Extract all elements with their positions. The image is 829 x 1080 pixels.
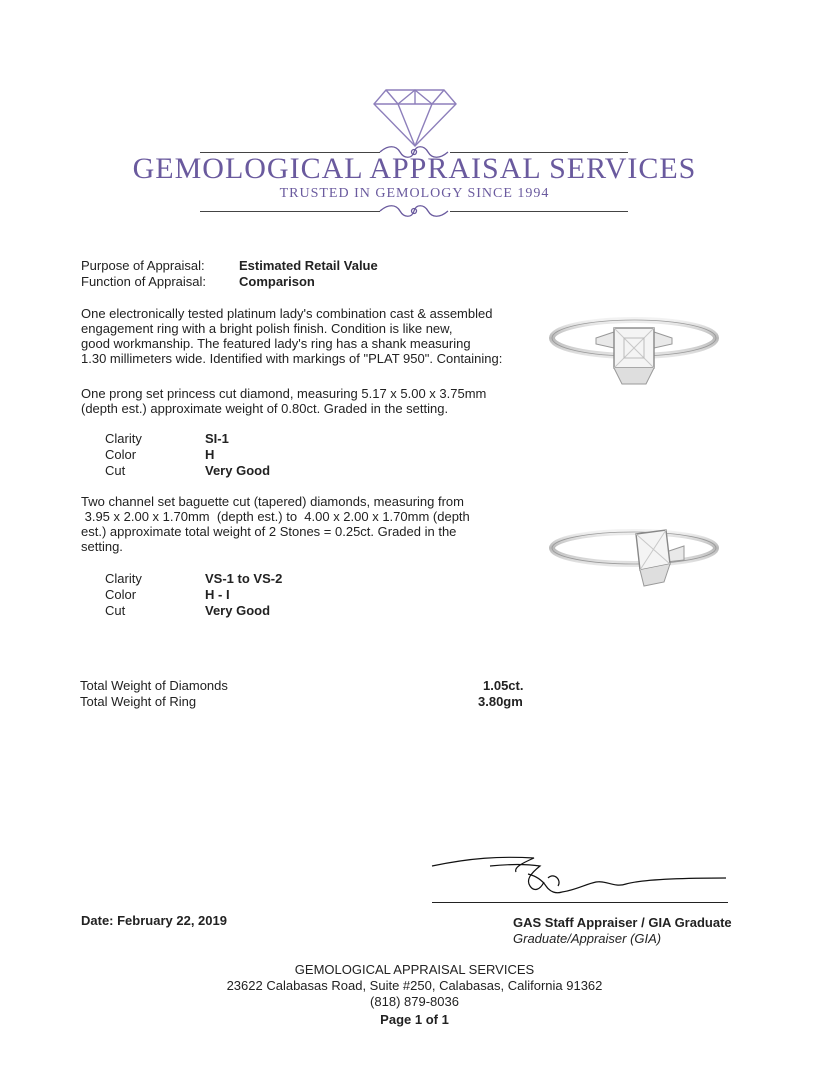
side-clarity-value: VS-1 to VS-2 — [205, 571, 283, 586]
scroll-ornament-bottom-icon — [378, 202, 450, 220]
appraiser-title: GAS Staff Appraiser / GIA Graduate — [513, 915, 732, 930]
side-cut-value: Very Good — [205, 603, 271, 618]
total-diamonds-label: Total Weight of Diamonds — [80, 678, 228, 693]
center-clarity-value: SI-1 — [205, 431, 229, 446]
center-stone-line: (depth est.) approximate weight of 0.80ct. Graded in the setting. — [81, 401, 449, 416]
signature-line — [432, 902, 728, 903]
purpose-label: Purpose of Appraisal: — [81, 258, 205, 273]
signature-icon — [430, 852, 730, 904]
footer-company: GEMOLOGICAL APPRAISAL SERVICES — [294, 962, 535, 977]
ring-description — [81, 306, 502, 366]
purpose-value: Estimated Retail Value — [239, 258, 378, 273]
side-stones-line: 3.95 x 2.00 x 1.70mm (depth est.) to 4.00 x 2.00 x 1.70mm (depth — [81, 509, 470, 524]
footer-phone: (818) 879-8036 — [370, 994, 459, 1009]
side-stones-line: Two channel set baguette cut (tapered) diamonds, measuring from — [81, 494, 464, 509]
center-color-label: Color — [105, 447, 137, 462]
page-number: Page 1 of 1 — [380, 1012, 449, 1027]
company-tagline: TRUSTED IN GEMOLOGY SINCE 1994 — [279, 186, 550, 201]
center-stone-line: One prong set princess cut diamond, measuring 5.17 x 5.00 x 3.75mm — [81, 386, 487, 401]
header-rule-bottom-right — [450, 211, 628, 212]
ring-side-icon — [548, 512, 720, 602]
description-line: good workmanship. The featured lady's ring has a shank measuring — [81, 336, 471, 351]
description-line: One electronically tested platinum lady's combination cast & assembled — [81, 306, 493, 321]
description-line: 1.30 millimeters wide. Identified with markings of "PLAT 950". Containing: — [81, 351, 503, 366]
center-color-value: H — [205, 447, 215, 462]
header-rule-bottom-left — [200, 211, 380, 212]
function-value: Comparison — [239, 274, 315, 289]
side-color-value: H - I — [205, 587, 230, 602]
side-color-label: Color — [105, 587, 137, 602]
description-line: engagement ring with a bright polish finish. Condition is like new, — [81, 321, 453, 336]
center-cut-value: Very Good — [205, 463, 271, 478]
side-stones-line: setting. — [81, 539, 123, 554]
footer-address: 23622 Calabasas Road, Suite #250, Calabasas, California 91362 — [226, 978, 603, 993]
side-stones-line: est.) approximate total weight of 2 Stones = 0.25ct. Graded in the — [81, 524, 457, 539]
side-clarity-label: Clarity — [105, 571, 142, 586]
total-ring-label: Total Weight of Ring — [80, 694, 197, 709]
company-name: GEMOLOGICAL APPRAISAL SERVICES — [132, 152, 697, 185]
appraiser-subtitle: Graduate/Appraiser (GIA) — [513, 931, 662, 946]
ring-front-icon — [548, 300, 720, 390]
appraisal-date: Date: February 22, 2019 — [81, 913, 227, 928]
diamond-logo-icon — [372, 88, 458, 148]
center-clarity-label: Clarity — [105, 431, 142, 446]
total-diamonds-value: 1.05ct. — [483, 678, 524, 693]
center-cut-label: Cut — [105, 463, 126, 478]
side-cut-label: Cut — [105, 603, 126, 618]
center-stone-description — [81, 386, 486, 416]
function-label: Function of Appraisal: — [81, 274, 207, 289]
total-ring-value: 3.80gm — [478, 694, 523, 709]
side-stones-description — [81, 494, 470, 554]
